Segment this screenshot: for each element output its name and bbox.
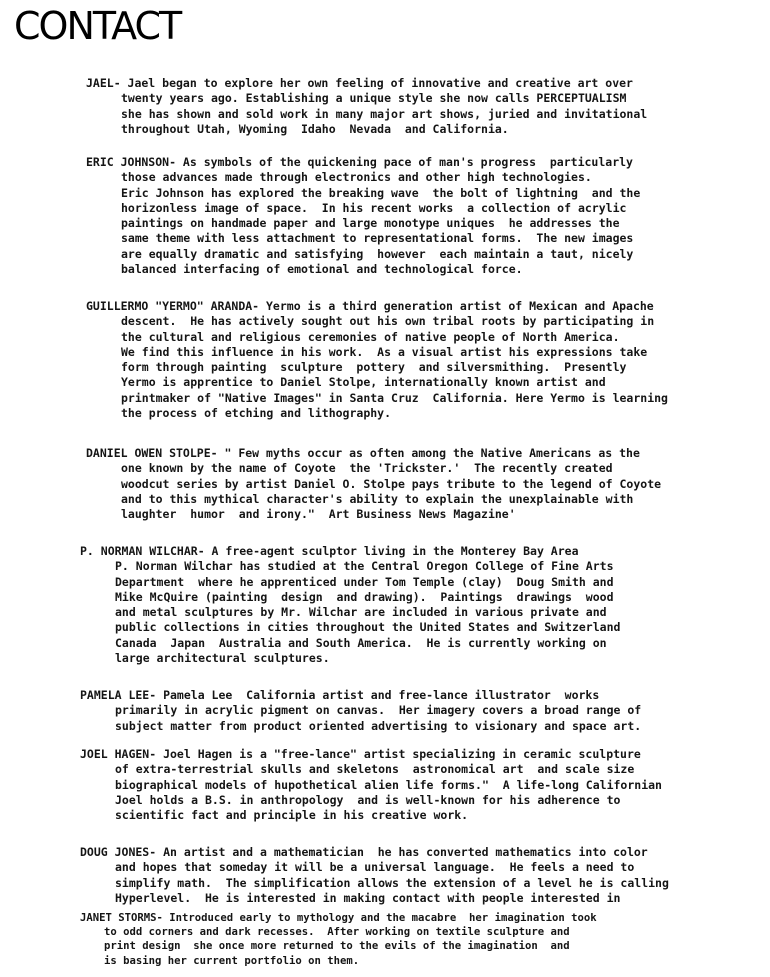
- bio-line: woodcut series by artist Daniel O. Stolpe pays tribute to the legend of Coyote: [121, 476, 662, 491]
- bio-line: Canada Japan Australia and South America. He is currently working on: [115, 635, 607, 650]
- bio-line: form through painting sculpture pottery and silversmithing. Presently: [121, 360, 627, 375]
- bio-joel-hagen: [80, 747, 662, 823]
- bio-doug-jones: [80, 845, 669, 906]
- bio-line: Yermo is apprentice to Daniel Stolpe, internationally known artist and: [121, 375, 606, 390]
- bio-line: P. NORMAN WILCHAR- A free-agent sculptor living in the Monterey Bay Area: [80, 544, 579, 558]
- bio-line: subject matter from product oriented advertising to visionary and space art.: [115, 718, 642, 733]
- bio-line: scientific fact and principle in his creative work.: [115, 808, 469, 823]
- bio-line: descent. He has actively sought out his own tribal roots by participating in: [121, 314, 655, 329]
- bio-line: the process of etching and lithography.: [121, 406, 392, 421]
- bio-line: same theme with less attachment to representational forms. The new images: [121, 231, 634, 246]
- bio-line: Department where he apprenticed under Tom Temple (clay) Doug Smith and: [115, 574, 614, 589]
- bio-jael: [86, 76, 647, 137]
- bio-line: and hopes that someday it will be a universal language. He feels a need to: [115, 860, 635, 875]
- bio-line: PAMELA LEE- Pamela Lee California artist and free-lance illustrator works: [80, 688, 600, 702]
- bio-line: JOEL HAGEN- Joel Hagen is a "free-lance" artist specializing in ceramic sculpture: [80, 747, 641, 761]
- bio-line: Joel holds a B.S. in anthropology and is well-known for his adherence to: [115, 792, 621, 807]
- bio-line: twenty years ago. Establishing a unique style she now calls PERCEPTUALISM: [121, 91, 627, 106]
- bio-line: JAEL- Jael began to explore her own feeling of innovative and creative art over: [86, 76, 633, 90]
- bio-line: biographical models of hupothetical alien life forms." A life-long Californian: [115, 777, 662, 792]
- bio-line: she has shown and sold work in many major art shows, juried and invitational: [121, 106, 648, 121]
- bio-line: is basing her current portfolio on them.: [104, 954, 360, 967]
- bio-line: one known by the name of Coyote the 'Trickster.' The recently created: [121, 461, 613, 476]
- bio-line: and metal sculptures by Mr. Wilchar are included in various private and: [115, 605, 607, 620]
- bio-line: ERIC JOHNSON- As symbols of the quickening pace of man's progress particularly: [86, 155, 633, 169]
- bio-line: simplify math. The simplification allows the extension of a level he is calling: [115, 875, 669, 890]
- bio-line: balanced interfacing of emotional and technological force.: [121, 262, 523, 277]
- bio-line: print design she once more returned to the evils of the imagination and: [104, 940, 570, 953]
- bio-line: DANIEL OWEN STOLPE- " Few myths occur as often among the Native Americans as the: [86, 446, 640, 460]
- bio-line: Eric Johnson has explored the breaking wave the bolt of lightning and the: [121, 185, 641, 200]
- bio-daniel-stolpe: [86, 446, 661, 522]
- bio-line: those advances made through electronics and other high technologies.: [121, 170, 592, 185]
- bio-line: GUILLERMO "YERMO" ARANDA- Yermo is a third generation artist of Mexican and Apache: [86, 299, 654, 313]
- page-title: CONTACT: [14, 4, 181, 48]
- bio-line: to odd corners and dark recesses. After working on textile sculpture and: [104, 926, 570, 939]
- bio-line: laughter humor and irony." Art Business News Magazine': [121, 507, 516, 522]
- bio-line: throughout Utah, Wyoming Idaho Nevada and California.: [121, 121, 509, 136]
- bio-line: large architectural sculptures.: [115, 651, 330, 666]
- bio-line: horizonless image of space. In his recent works a collection of acrylic: [121, 200, 627, 215]
- bio-line: JANET STORMS- Introduced early to mythology and the macabre her imagination took: [80, 912, 597, 924]
- bio-line: We find this influence in his work. As a visual artist his expressions take: [121, 344, 648, 359]
- bio-line: are equally dramatic and satisfying however each maintain a taut, nicely: [121, 246, 634, 261]
- bio-line: Hyperlevel. He is interested in making contact with people interested in: [115, 890, 621, 905]
- bio-line: the cultural and religious ceremonies of native people of North America.: [121, 329, 620, 344]
- bio-line: paintings on handmade paper and large monotype uniques he addresses the: [121, 216, 620, 231]
- bio-line: printmaker of "Native Images" in Santa Cruz California. Here Yermo is learning: [121, 390, 668, 405]
- bio-line: P. Norman Wilchar has studied at the Central Oregon College of Fine Arts: [115, 559, 614, 574]
- bio-line: public collections in cities throughout the United States and Switzerland: [115, 620, 621, 635]
- bio-pamela-lee: [80, 688, 641, 734]
- bio-line: primarily in acrylic pigment on canvas. Her imagery covers a broad range of: [115, 703, 642, 718]
- bio-eric-johnson: [86, 155, 640, 277]
- bio-norman-wilchar: [80, 544, 620, 666]
- bio-line: and to this mythical character's ability to explain the unexplainable with: [121, 491, 634, 506]
- bio-janet-storms: [80, 911, 597, 968]
- bio-line: of extra-terrestrial skulls and skeletons astronomical art and scale size: [115, 762, 635, 777]
- bio-guillermo-aranda: [86, 299, 668, 421]
- bio-line: DOUG JONES- An artist and a mathematician he has converted mathematics into color: [80, 845, 648, 859]
- bio-line: Mike McQuire (painting design and drawing). Paintings drawings wood: [115, 589, 614, 604]
